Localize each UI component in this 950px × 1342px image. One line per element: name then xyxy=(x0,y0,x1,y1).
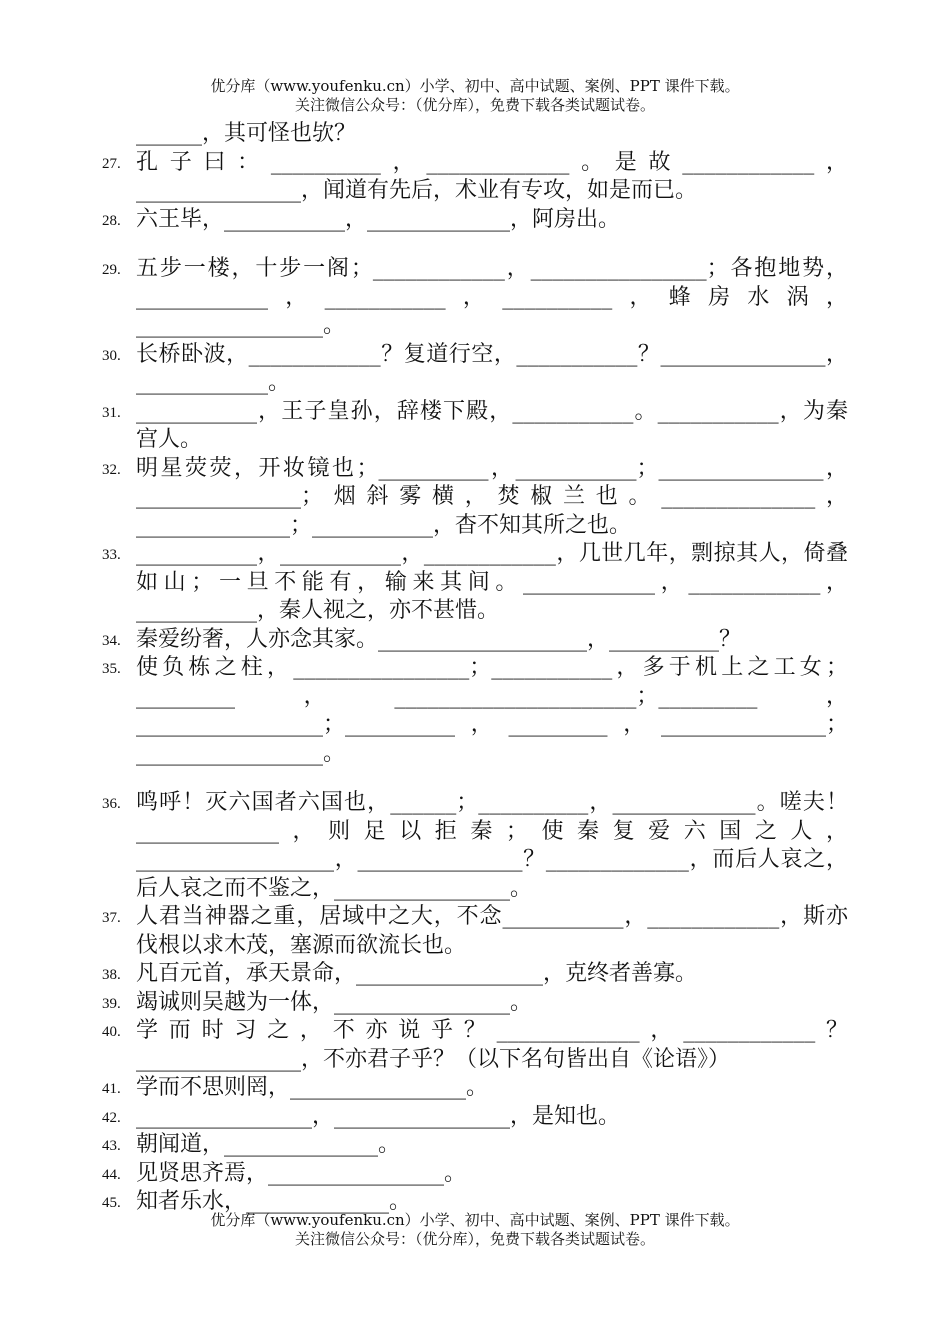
question-text: 五步一楼，十步一阁；____________，________________；各抱地势，____________，___________，__________，蜂房水涡，_________________。 xyxy=(136,256,848,338)
question-28 xyxy=(102,206,848,235)
question-36 xyxy=(102,789,848,903)
question-number: 37. xyxy=(102,910,121,926)
question-number: 36. xyxy=(102,796,121,812)
question-list xyxy=(102,120,848,1217)
spacer xyxy=(136,234,848,255)
question-number: 39. xyxy=(102,995,121,1012)
question-37 xyxy=(102,903,848,960)
question-text: 学而不思则罔，________________。 xyxy=(136,1075,489,1100)
question-31 xyxy=(102,398,848,455)
question-text: ___________，___________，____________，几世几年，剽掠其人，倚叠如山；一旦不能有，输来其间。____________，____________，___________，秦人视之，亦不甚惜。 xyxy=(136,541,848,623)
question-42 xyxy=(102,1103,848,1132)
question-number: 40. xyxy=(102,1024,121,1040)
continuation-line: ______，其可怪也欤？ xyxy=(136,121,357,146)
question-number: 30. xyxy=(102,347,121,364)
page-header xyxy=(0,77,950,115)
question-text: 见贤思齐焉，________________。 xyxy=(136,1160,467,1186)
question-text: ___________，王子皇孙，辞楼下殿，___________。___________，为秦宫人。 xyxy=(136,398,848,452)
question-text: 明星荧荧，开妆镜也；__________，___________；_______________，_______________；烟斜雾横，焚椒兰也。______________，______________；___________，杳不知其所之也。 xyxy=(136,455,848,538)
question-text: 朝闻道，______________。 xyxy=(136,1132,401,1157)
question-43 xyxy=(102,1131,848,1160)
question-33 xyxy=(102,540,848,626)
header-line-2: 关注微信公众号：（优分库），免费下载各类试题试卷。 xyxy=(294,96,655,114)
question-text: 秦爱纷奢，人亦念其家。___________________，__________？ xyxy=(136,626,742,652)
question-text: 使负栋之柱，________________；___________，多于机上之工女；_________，______________________；_________，_________________；__________，_________，_______________；_________________。 xyxy=(136,655,848,766)
footer-line-1: 优分库（www.youfenku.cn）小学、初中、高中试题、案例、PPT 课件下载。 xyxy=(210,1211,740,1229)
question-number: 44. xyxy=(102,1166,121,1183)
question-text: 六王毕，___________，_____________，阿房出。 xyxy=(136,206,621,232)
question-number: 38. xyxy=(102,967,121,983)
question-40 xyxy=(102,1017,848,1074)
question-29 xyxy=(102,255,848,341)
question-number: 29. xyxy=(102,262,121,278)
question-text: 知者乐水，_____________。 xyxy=(136,1189,412,1214)
header-line-1: 优分库（www.youfenku.cn）小学、初中、高中试题、案例、PPT 课件下载。 xyxy=(210,77,740,95)
question-text: 学而时习之，不亦说乎？_____________，____________？_______________，不亦君子乎？（以下名句皆出自《论语》） xyxy=(136,1018,848,1072)
question-39 xyxy=(102,989,848,1018)
question-34 xyxy=(102,626,848,655)
question-number: 31. xyxy=(102,404,121,421)
question-32 xyxy=(102,455,848,541)
question-number: 34. xyxy=(102,632,121,649)
question-text: 鸣呼！灭六国者六国也，______；__________，_____________。嗟夫！_____________，则足以拒秦；使秦复爱六国之人，__________________，_______________？_____________，而后人哀之，后人哀之而不鉴之，________________。 xyxy=(136,790,848,901)
question-text: 孔子曰：__________，_____________。是故____________，_______________，闻道有先后，术业有专攻，如是而已。 xyxy=(136,149,848,203)
question-number: 32. xyxy=(102,461,121,478)
question-number: 27. xyxy=(102,155,121,172)
question-44 xyxy=(102,1160,848,1189)
question-27 xyxy=(102,149,848,206)
footer-line-2: 关注微信公众号：（优分库），免费下载各类试题试卷。 xyxy=(294,1230,655,1248)
question-number: 43. xyxy=(102,1138,121,1154)
question-text: ________________，________________，是知也。 xyxy=(136,1103,621,1129)
question-text: 长桥卧波，____________？复道行空，___________？_______________，____________。 xyxy=(136,341,848,395)
question-30 xyxy=(102,341,848,398)
question-number: 33. xyxy=(102,547,121,563)
question-number: 41. xyxy=(102,1081,121,1097)
spacer xyxy=(136,768,848,789)
question-text: 凡百元首，承天景命，_________________，克终者善寡。 xyxy=(136,961,698,986)
question-35 xyxy=(102,654,848,768)
question-38 xyxy=(102,960,848,989)
question-text: 竭诚则吴越为一体，________________。 xyxy=(136,989,533,1015)
question-number: 42. xyxy=(102,1109,121,1126)
question-number: 28. xyxy=(102,212,121,229)
question-number: 45. xyxy=(102,1195,121,1211)
page-footer xyxy=(0,1211,950,1249)
question-text: 人君当神器之重，居域中之大，不念___________，____________，斯亦伐根以求木茂，塞源而欲流长也。 xyxy=(136,904,848,958)
question-number: 35. xyxy=(102,661,121,677)
question-41 xyxy=(102,1074,848,1103)
